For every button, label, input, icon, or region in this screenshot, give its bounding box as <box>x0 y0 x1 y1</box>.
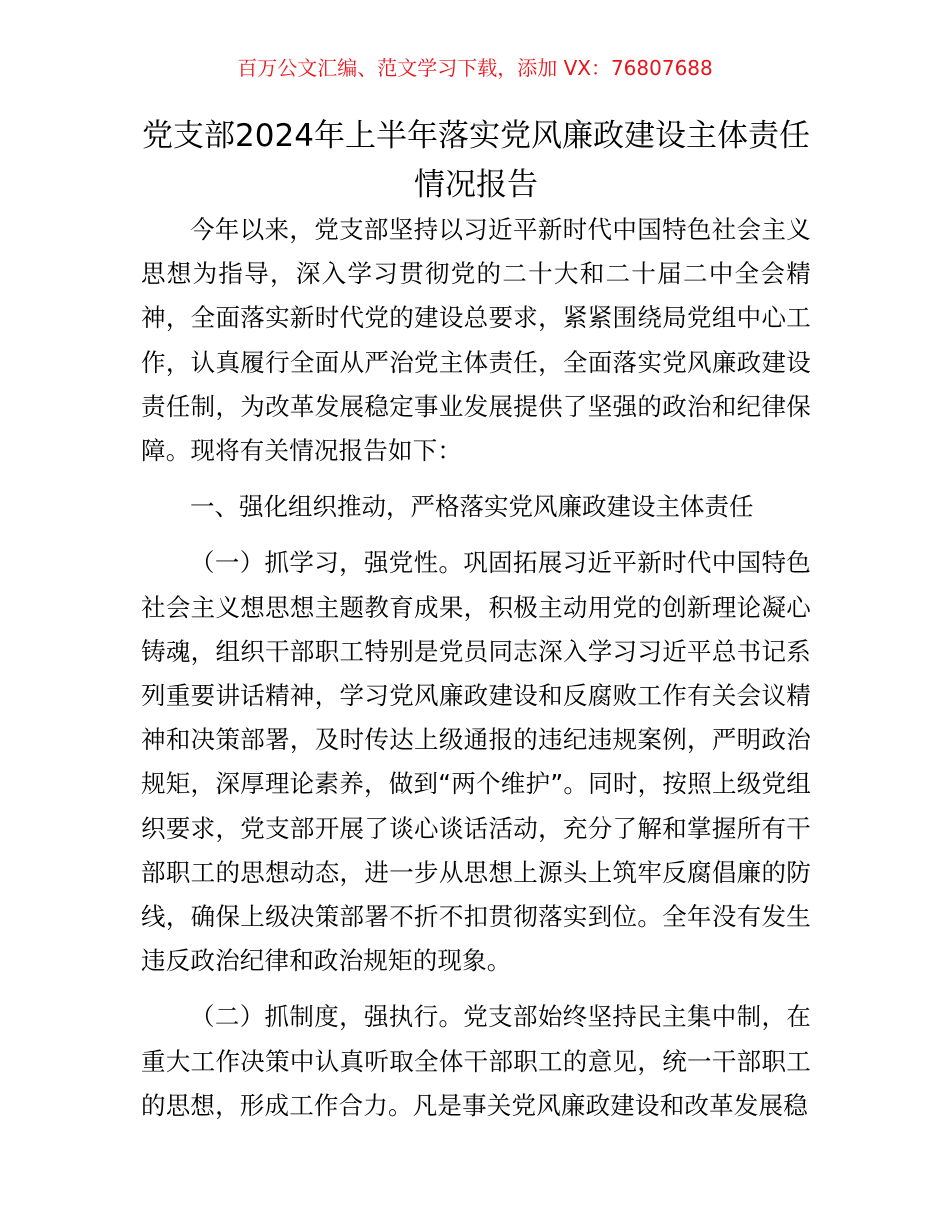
intro-paragraph: 今年以来，党支部坚持以习近平新时代中国特色社会主义思想为指导，深入学习贯彻党的二十大和二十届二中全会精神，全面落实新时代党的建设总要求，紧紧围绕局党组中心工作，认真履行全面从严治党主体责任，全面落实党风廉政建设责任制，为改革发展稳定事业发展提供了坚强的政治和纪律保障。现将有关情况报告如下： <box>141 215 811 466</box>
section-heading-1: 一、强化组织推动，严格落实党风廉政建设主体责任 <box>190 492 754 522</box>
item-1-paragraph: （一）抓学习，强党性。巩固拓展习近平新时代中国特色社会主义想思想主题教育成果，积极主动用党的创新理论凝心铸魂，组织干部职工特别是党员同志深入学习习近平总书记系列重要讲话精神，学习党风廉政建设和反腐败工作有关会议精神和决策部署，及时传达上级通报的违纪违规案例，严明政治规矩，深厚理论素养，做到“两个维护”。同时，按照上级党组织要求，党支部开展了谈心谈话活动，充分了解和掌握所有干部职工的思想动态，进一步从思想上源头上筑牢反腐倡廉的防线，确保上级决策部署不折不扣贯彻落实到位。全年没有发生违反政治纪律和政治规矩的现象。 <box>141 548 811 976</box>
document-title: 党支部2024年上半年落实党风廉政建设主体责任情况报告 <box>142 118 810 203</box>
watermark-text: 百万公文汇编、范文学习下载，添加 VX：76807688 <box>237 56 713 80</box>
document-body <box>141 208 811 1128</box>
item-2-paragraph: （二）抓制度，强执行。党支部始终坚持民主集中制，在重大工作决策中认真听取全体干部职工的意见，统一干部职工的思想，形成工作合力。凡是事关党风廉政建设和改革发展稳 <box>141 1002 811 1120</box>
